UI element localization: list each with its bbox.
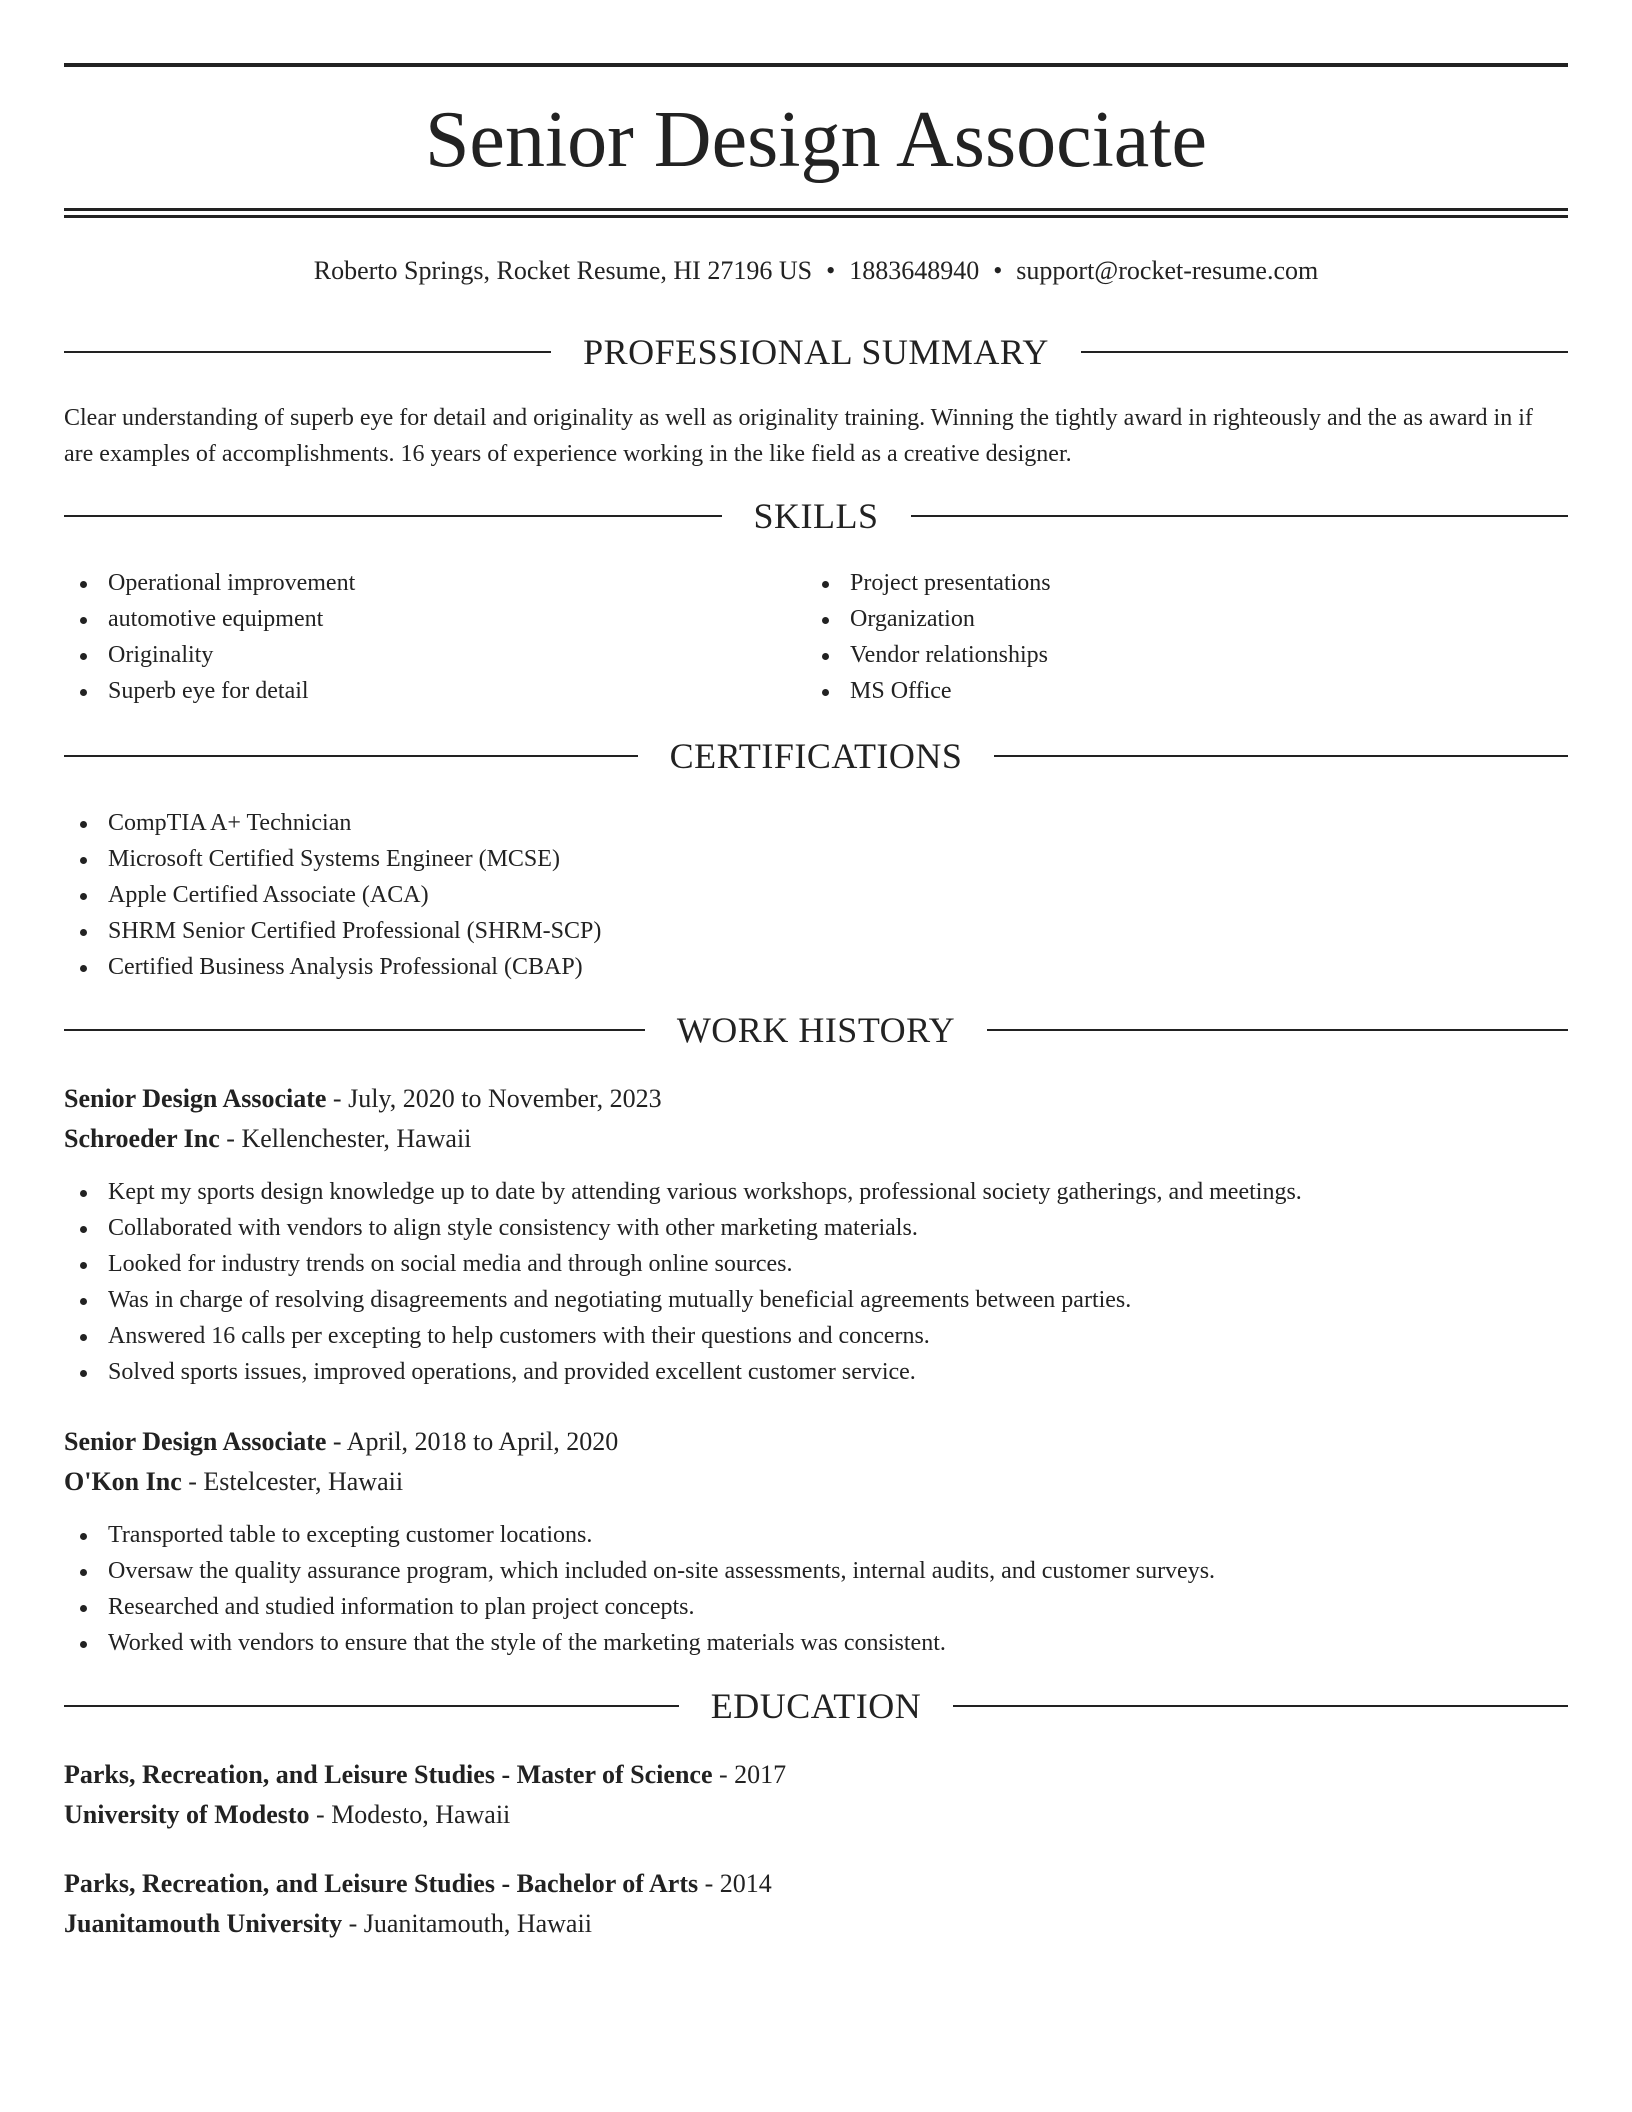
resume-name: Senior Design Associate	[424, 96, 1208, 184]
section-title: WORK HISTORY	[676, 1010, 956, 1050]
dash: -	[188, 1467, 197, 1496]
job-bullet: Looked for industry trends on social media and through online sources.	[64, 1246, 1302, 1282]
section-skills	[64, 494, 1568, 538]
section-divider	[1081, 351, 1568, 353]
job-bullets	[64, 1517, 1215, 1661]
section-divider	[987, 1029, 1568, 1031]
contact-line	[64, 255, 1568, 287]
job-bullet: Answered 16 calls per excepting to help customers with their questions and concerns.	[64, 1318, 1302, 1354]
section-title: PROFESSIONAL SUMMARY	[583, 332, 1049, 372]
job-bullet: Worked with vendors to ensure that the style of the marketing materials was consistent.	[64, 1625, 1215, 1661]
education-school: University of Modesto	[64, 1800, 310, 1829]
section-title: CERTIFICATIONS	[669, 736, 963, 776]
dash: -	[226, 1124, 235, 1153]
job-location: Kellenchester, Hawaii	[241, 1124, 472, 1153]
section-divider	[64, 755, 638, 757]
job-title-line	[64, 1422, 1568, 1462]
contact-separator: •	[826, 256, 836, 285]
section-divider	[911, 515, 1569, 517]
section-divider	[64, 1705, 679, 1707]
summary-text: Clear understanding of superb eye for detail and originality as well as originality training. Winning the tightly award in righteously and the as award in if are examples of accomplishments. 16 years of experience working in the like field as a creative designer.	[64, 405, 1533, 467]
section-divider	[64, 1029, 645, 1031]
section-title: EDUCATION	[710, 1686, 922, 1726]
education-degree: Parks, Recreation, and Leisure Studies - Master of Science	[64, 1760, 713, 1789]
dash: -	[332, 1427, 342, 1456]
contact-email: support@rocket-resume.com	[1016, 256, 1319, 285]
job-dates: April, 2018 to April, 2020	[346, 1427, 619, 1456]
job-bullet: Transported table to excepting customer locations.	[64, 1517, 1215, 1553]
header-bottom-rule-2	[64, 215, 1568, 218]
skills-list-right	[806, 565, 1051, 709]
section-education	[64, 1684, 1568, 1728]
education-school-line	[64, 1795, 1568, 1835]
skill-item: Operational improvement	[64, 565, 355, 601]
section-divider	[64, 515, 722, 517]
skill-item: Superb eye for detail	[64, 673, 355, 709]
skill-item: Vendor relationships	[806, 637, 1051, 673]
section-divider	[64, 351, 551, 353]
dash: -	[348, 1909, 358, 1938]
skill-item: MS Office	[806, 673, 1051, 709]
skill-item: Organization	[806, 601, 1051, 637]
skill-item: automotive equipment	[64, 601, 355, 637]
job-bullets	[64, 1174, 1302, 1390]
job-bullet: Kept my sports design knowledge up to date by attending various workshops, professional society gatherings, and meetings.	[64, 1174, 1302, 1210]
contact-separator: •	[993, 256, 1003, 285]
skill-item: Project presentations	[806, 565, 1051, 601]
education-school-line	[64, 1904, 1568, 1944]
education-location: Juanitamouth, Hawaii	[363, 1909, 592, 1938]
job-company: Schroeder Inc	[64, 1124, 220, 1153]
education-location: Modesto, Hawaii	[331, 1800, 511, 1829]
job-bullet: Was in charge of resolving disagreements and negotiating mutually beneficial agreements between parties.	[64, 1282, 1302, 1318]
job-company-line	[64, 1462, 1568, 1502]
section-certifications	[64, 734, 1568, 778]
job-role: Senior Design Associate	[64, 1084, 327, 1113]
certification-item: Certified Business Analysis Professional (CBAP)	[64, 949, 601, 985]
job-bullet: Researched and studied information to plan project concepts.	[64, 1589, 1215, 1625]
certification-item: SHRM Senior Certified Professional (SHRM-SCP)	[64, 913, 601, 949]
dash: -	[704, 1869, 714, 1898]
dash: -	[316, 1800, 325, 1829]
job-bullet: Collaborated with vendors to align style consistency with other marketing materials.	[64, 1210, 1302, 1246]
education-school: Juanitamouth University	[64, 1909, 343, 1938]
education-degree-line	[64, 1755, 1568, 1795]
dash: -	[332, 1084, 342, 1113]
education-year: 2014	[719, 1869, 772, 1898]
contact-address: Roberto Springs, Rocket Resume, HI 27196 US	[313, 256, 813, 285]
education-year: 2017	[734, 1760, 787, 1789]
section-professional-summary	[64, 330, 1568, 374]
job-company: O'Kon Inc	[64, 1467, 182, 1496]
job-role: Senior Design Associate	[64, 1427, 327, 1456]
education-degree-line	[64, 1864, 1568, 1904]
education-degree: Parks, Recreation, and Leisure Studies - Bachelor of Arts	[64, 1869, 699, 1898]
contact-phone: 1883648940	[849, 256, 980, 285]
job-title-line	[64, 1079, 1568, 1119]
section-divider	[953, 1705, 1568, 1707]
job-dates: July, 2020 to November, 2023	[348, 1084, 662, 1113]
skill-item: Originality	[64, 637, 355, 673]
certification-item: Apple Certified Associate (ACA)	[64, 877, 601, 913]
certification-item: Microsoft Certified Systems Engineer (MCSE)	[64, 841, 601, 877]
section-divider	[994, 755, 1568, 757]
header-top-rule	[64, 63, 1568, 67]
section-title: SKILLS	[753, 496, 879, 536]
job-bullet: Solved sports issues, improved operations, and provided excellent customer service.	[64, 1354, 1302, 1390]
job-company-line	[64, 1119, 1568, 1159]
header-bottom-rule-1	[64, 208, 1568, 211]
job-location: Estelcester, Hawaii	[203, 1467, 404, 1496]
job-bullet: Oversaw the quality assurance program, which included on-site assessments, internal audits, and customer surveys.	[64, 1553, 1215, 1589]
certification-item: CompTIA A+ Technician	[64, 805, 601, 841]
dash: -	[719, 1760, 728, 1789]
certifications-list	[64, 805, 601, 985]
skills-list-left	[64, 565, 355, 709]
section-work-history	[64, 1008, 1568, 1052]
